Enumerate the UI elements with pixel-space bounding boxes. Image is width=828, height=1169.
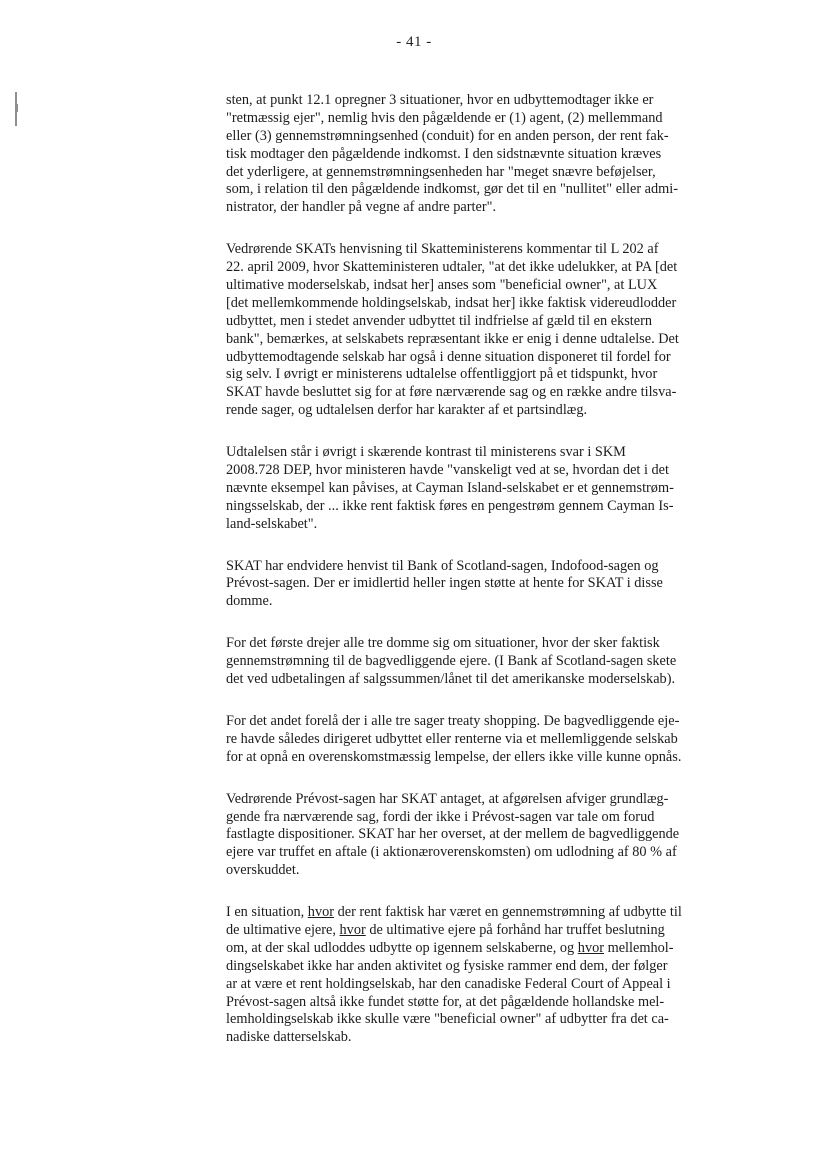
paragraph-6	[226, 713, 726, 767]
paragraph-8	[226, 904, 726, 1047]
text-line: nadiske datterselskab.	[226, 1029, 352, 1046]
text-line: gende fra nærværende sag, fordi der ikke i Prévost-sagen var tale om forud	[226, 808, 655, 825]
text-line: domme.	[226, 593, 273, 610]
text-line	[226, 904, 726, 922]
text-line: rende sager, og udtalelsen derfor har karakter af et partsindlæg.	[226, 402, 588, 419]
text-line: eller (3) gennemstrømningsenhed (conduit) for en anden person, der rent fak-	[226, 127, 669, 144]
paragraph-7	[226, 791, 726, 880]
text-line: Prévost-sagen. Der er imidlertid heller ingen støtte at hente for SKAT i disse	[226, 575, 663, 592]
text-line: tisk modtager den pågældende indkomst. I den sidstnævnte situation kræves	[226, 145, 662, 162]
text-line: ningsselskab, der ... ikke rent faktisk føres en pengestrøm gennem Cayman Is-	[226, 497, 674, 514]
text-line: det yderligere, at gennemstrømningsenheden har "meget snævre beføjelser,	[226, 163, 656, 180]
text-line: som, i relation til den pågældende indkomst, gør det til en "nullitet" eller admi-	[226, 181, 679, 198]
text-fragment: de ultimative ejere,	[226, 921, 340, 938]
text-line: nævnte eksempel kan påvises, at Cayman Island-selskabet er et gennemstrøm-	[226, 479, 674, 496]
text-line: land-selskabet".	[226, 515, 318, 532]
text-line	[226, 922, 726, 940]
underlined-word: hvor	[577, 939, 605, 956]
paragraph-2	[226, 241, 726, 420]
underlined-word: hvor	[307, 904, 335, 921]
text-line: Udtalelsen står i øvrigt i skærende kontrast til ministerens svar i SKM	[226, 444, 626, 461]
text-line: Vedrørende Prévost-sagen har SKAT antaget, at afgørelsen afviger grundlæg-	[226, 790, 669, 807]
text-fragment: mellemhol-	[604, 939, 674, 956]
text-line: lemholdingselskab ikke skulle være "beneficial owner" af udbytter fra det ca-	[226, 1011, 669, 1028]
text-line: For det første drejer alle tre domme sig om situationer, hvor der sker faktisk	[226, 635, 660, 652]
page-number: - 41 -	[396, 34, 432, 50]
text-line	[226, 940, 726, 958]
text-line: ejere var truffet en aftale (i aktionæroverenskomsten) om udlodning af 80 % af	[226, 844, 677, 861]
text-line: SKAT havde besluttet sig for at føre nærværende sag og en række andre tilsva-	[226, 384, 677, 401]
text-line: "retmæssig ejer", nemlig hvis den pågældende er (1) agent, (2) mellemmand	[226, 109, 663, 126]
text-line: For det andet forelå der i alle tre sager treaty shopping. De bagvedliggende eje-	[226, 712, 680, 729]
text-line: sig selv. I øvrigt er ministerens udtalelse offentliggjort på et tidspunkt, hvor	[226, 366, 658, 383]
text-line: det ved udbetalingen af salgssummen/lånet til det amerikanske moderselskab).	[226, 671, 676, 688]
text-line: fastlagte dispositioner. SKAT har her overset, at der mellem de bagvedliggende	[226, 826, 680, 843]
text-line: Vedrørende SKATs henvisning til Skatteministerens kommentar til L 202 af	[226, 241, 659, 258]
text-line: bank", bemærkes, at selskabets repræsentant ikke er enig i denne udtalelse. Det	[226, 330, 679, 347]
text-line: sten, at punkt 12.1 opregner 3 situationer, hvor en udbyttemodtager ikke er	[226, 92, 654, 108]
text-fragment: om, at der skal udloddes udbytte op igennem selskaberne, og	[226, 939, 578, 956]
text-line: re havde således dirigeret udbyttet eller renterne via et mellemliggende selskab	[226, 730, 678, 747]
text-line: Prévost-sagen altså ikke fundet støtte for, at det pågældende hollandske mel-	[226, 993, 665, 1010]
text-line: ultimative moderselskab, indsat her] anses som "beneficial owner", at LUX	[226, 277, 658, 294]
text-line: 2008.728 DEP, hvor ministeren havde "vanskeligt ved at se, hvordan det i det	[226, 462, 669, 479]
document-body	[226, 92, 726, 1071]
paragraph-1	[226, 92, 726, 217]
text-line: [det mellemkommende holdingselskab, indsat her] ikke faktisk videreudlodder	[226, 294, 677, 311]
text-line: 22. april 2009, hvor Skatteministeren udtaler, "at det ikke udelukker, at PA [det	[226, 259, 678, 276]
margin-binding-mark-small	[17, 104, 18, 112]
text-line: for at opnå en overenskomstmæssig lempelse, der ellers ikke ville kunne opnås.	[226, 748, 682, 765]
underlined-word: hvor	[339, 921, 366, 938]
text-fragment: I en situation,	[226, 904, 308, 921]
text-line: gennemstrømning til de bagvedliggende ejere. (I Bank af Scotland-sagen skete	[226, 653, 677, 670]
text-fragment: der rent faktisk har været en gennemstrømning af udbytte til	[334, 904, 682, 921]
text-line: SKAT har endvidere henvist til Bank of Scotland-sagen, Indofood-sagen og	[226, 557, 659, 574]
paragraph-4	[226, 558, 726, 612]
text-fragment: de ultimative ejere på forhånd har truffet beslutning	[365, 921, 665, 938]
text-line: udbyttet, men i stedet anvender udbyttet til indfrielse af gæld til en ekstern	[226, 312, 653, 329]
text-line: ar at være et rent holdingselskab, har den canadiske Federal Court of Appeal i	[226, 975, 671, 992]
text-line: udbyttemodtagende selskab har også i denne situation disponeret til fordel for	[226, 348, 671, 365]
text-line: nistrator, der handler på vegne af andre parter".	[226, 199, 497, 216]
paragraph-5	[226, 635, 726, 689]
text-line: overskuddet.	[226, 862, 300, 879]
text-line: dingselskabet ikke har anden aktivitet og fysiske rammer end dem, der følger	[226, 957, 668, 974]
paragraph-3	[226, 444, 726, 533]
